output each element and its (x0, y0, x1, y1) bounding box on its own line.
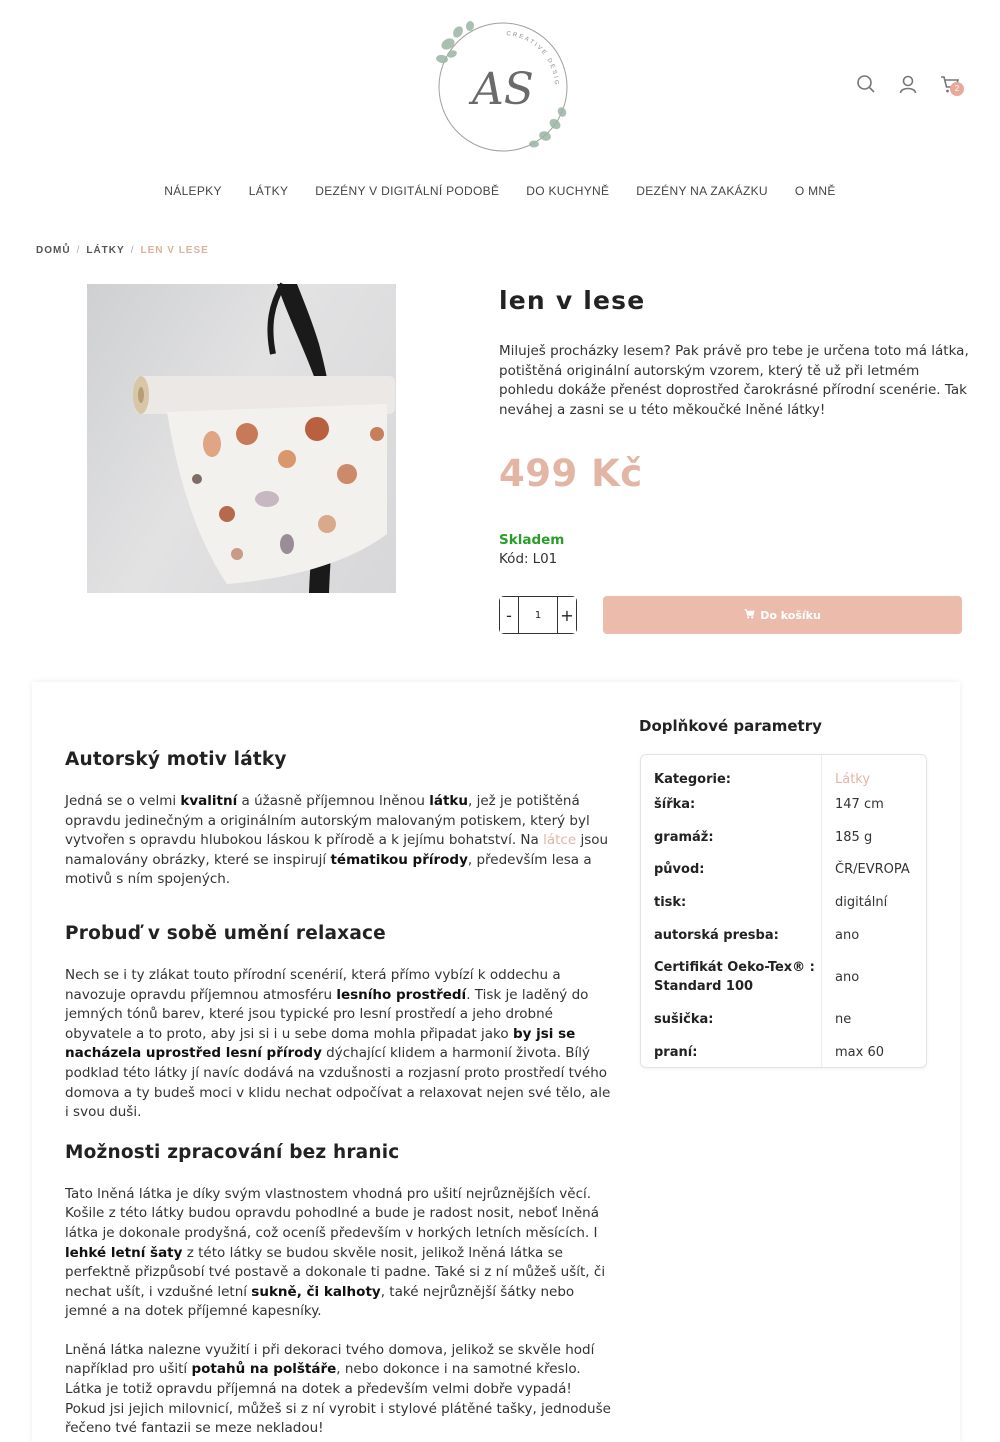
user-icon[interactable] (898, 74, 918, 94)
add-to-cart-button[interactable] (603, 596, 962, 634)
params-row (641, 821, 928, 853)
param-value-link[interactable]: Látky (835, 771, 871, 787)
header-icons (856, 74, 960, 94)
params-row (641, 788, 928, 820)
logo-ring-text: CREATIVE DESIG (505, 31, 560, 87)
product-article (65, 749, 615, 1439)
article-link-latce[interactable]: látce (543, 832, 577, 849)
cart-count-badge: 2 (950, 82, 964, 96)
logo-letters: AS (472, 64, 534, 115)
params-row (641, 886, 928, 918)
article-paragraph-4: Lněná látka nalezne využití i při dekoraci tvého domova, jelikož se skvěle hodí například pro ušití potahů na polštáře, nebo dokonce i na samotné křeslo. Látka je totiž opravdu příjemná na dotek a především velmi dobře vypadá! Pokud jsi jejich milovnicí, můžeš si z ní vyrobit i stylové plátěné tašky, jednoduše řečeno tvé fantazii se meze nekladou! (65, 1341, 611, 1437)
nav-item-do-kuchyne[interactable]: DO KUCHYNĚ (526, 184, 610, 198)
param-value: 185 g (835, 829, 873, 845)
site-logo[interactable] (430, 14, 576, 160)
param-value: 147 cm (835, 796, 884, 812)
param-value: ne (835, 1011, 852, 1027)
quantity-decrease-button[interactable]: - (500, 597, 519, 633)
breadcrumb (36, 245, 209, 256)
param-value: ano (835, 927, 860, 943)
article-paragraph-3: Tato lněná látka je díky svým vlastnostem vhodná pro ušití nejrůznějších věcí. Košile z této látky budou opravdu pohodlné a bude je radost nosit, neboť lněná látka je dokonale prodyšná, což oceníš především v horkých letních měsících. I lehké letní šaty z této látky se budou skvěle nosit, jelikož lněná látka se perfektně přizpůsobí tvé postavě a dokonale ti padne. Také si z ní můžeš ušít, či nechat ušít, i vzdušné letní sukně, či kalhoty, také nejrůznější šátky nebo jemné a na dotek příjemné kapesníky. (65, 1185, 606, 1320)
nav-item-nalepky[interactable]: NÁLEPKY (164, 184, 222, 198)
article-heading-2: Probuď v sobě umění relaxace (65, 922, 386, 944)
breadcrumb-separator: / (130, 245, 135, 256)
cart-icon[interactable] (940, 74, 960, 94)
article-paragraph-2: Nech se i ty zlákat touto přírodní scenérií, která přímo vybízí k oddechu a navozuje opravdu příjemnou atmosféru lesního prostředí. Tisk je laděný do jemných tónů barev, které jsou typické pro lesní prostředí a jeho drobné obyvatele a to proto, aby jsi si i u sebe doma mohla připadat jako by jsi se nacházela uprostřed lesní přírody dýchající klidem a harmonií života. Bílý podklad této látky jí navíc dodává na vzdušnosti a rozjasní proto prostředí tvého domova a ty budeš moci v klidu nechat odpočívat a relaxovat nejen své tělo, ale i svou duši. (65, 966, 611, 1121)
quantity-increase-button[interactable]: + (557, 597, 576, 633)
param-key: gramáž: (654, 829, 714, 845)
stock-status: Skladem (499, 532, 565, 548)
quantity-stepper (499, 596, 577, 634)
breadcrumb-home[interactable]: DOMŮ (36, 245, 71, 256)
nav-item-o-mne[interactable]: O MNĚ (794, 184, 836, 198)
param-key: sušička: (654, 1011, 714, 1027)
product-price: 499 Kč (499, 452, 643, 495)
params-row (641, 956, 928, 998)
params-row (641, 1003, 928, 1035)
nav-item-dezeny-digitalni[interactable]: DEZÉNY V DIGITÁLNÍ PODOBĚ (315, 184, 500, 198)
product-code-label: Kód: (499, 551, 529, 567)
param-key: Kategorie: (654, 771, 731, 787)
param-key: Certifikát Oeko-Tex® : Standard 100 (654, 960, 815, 994)
params-title: Doplňkové parametry (639, 717, 822, 735)
product-code-value: L01 (532, 551, 558, 567)
params-table (640, 754, 927, 1068)
param-value: digitální (835, 894, 888, 910)
params-row (641, 1036, 928, 1068)
param-key: autorská presba: (654, 927, 779, 943)
quantity-input[interactable] (519, 597, 557, 633)
nav-item-dezeny-zakazka[interactable]: DEZÉNY NA ZAKÁZKU (636, 184, 768, 198)
param-value: ano (835, 969, 860, 985)
article-heading-1: Autorský motiv látky (65, 749, 287, 770)
breadcrumb-latky[interactable]: LÁTKY (86, 245, 125, 256)
param-key: šířka: (654, 796, 696, 812)
product-description: Miluješ procházky lesem? Pak právě pro tebe je určena toto má látka, potištěná originální autorským vzorem, který tě už při letmém pohledu dokáže přenést doprostřed čarokrásné přírodní scenérie. Tak neváhej a zasni se u této měkoučké lněné látky! (499, 343, 969, 418)
product-code (499, 551, 557, 567)
product-title: len v lese (499, 286, 646, 315)
params-row (641, 919, 928, 951)
cart-icon (744, 608, 755, 622)
params-row (641, 853, 928, 885)
breadcrumb-separator: / (76, 245, 81, 256)
search-icon[interactable] (856, 74, 876, 94)
param-value: max 60 (835, 1044, 884, 1060)
article-paragraph-1: Jedná se o velmi kvalitní a úžasně příjemnou lněnou látku, jež je potištěná opravdu jedinečným a originálním autorským malovaným potiskem, který byl vytvořen s opravdu hlubokou láskou k přírodě a k jejímu bohatství. Na látce jsou namalovány obrázky, které se inspirují tématikou přírody, především lesa a motivů s ním spojených. (65, 793, 609, 888)
param-key: původ: (654, 861, 705, 877)
add-to-cart-label: Do košíku (760, 608, 821, 622)
article-heading-3: Možnosti zpracování bez hranic (65, 1141, 400, 1163)
product-image[interactable] (87, 284, 396, 593)
param-key: praní: (654, 1044, 698, 1060)
param-value: ČR/EVROPA (835, 861, 910, 877)
main-nav (0, 184, 1000, 198)
nav-item-latky[interactable]: LÁTKY (248, 184, 289, 198)
breadcrumb-current: LEN V LESE (140, 245, 209, 256)
param-key: tisk: (654, 894, 687, 910)
